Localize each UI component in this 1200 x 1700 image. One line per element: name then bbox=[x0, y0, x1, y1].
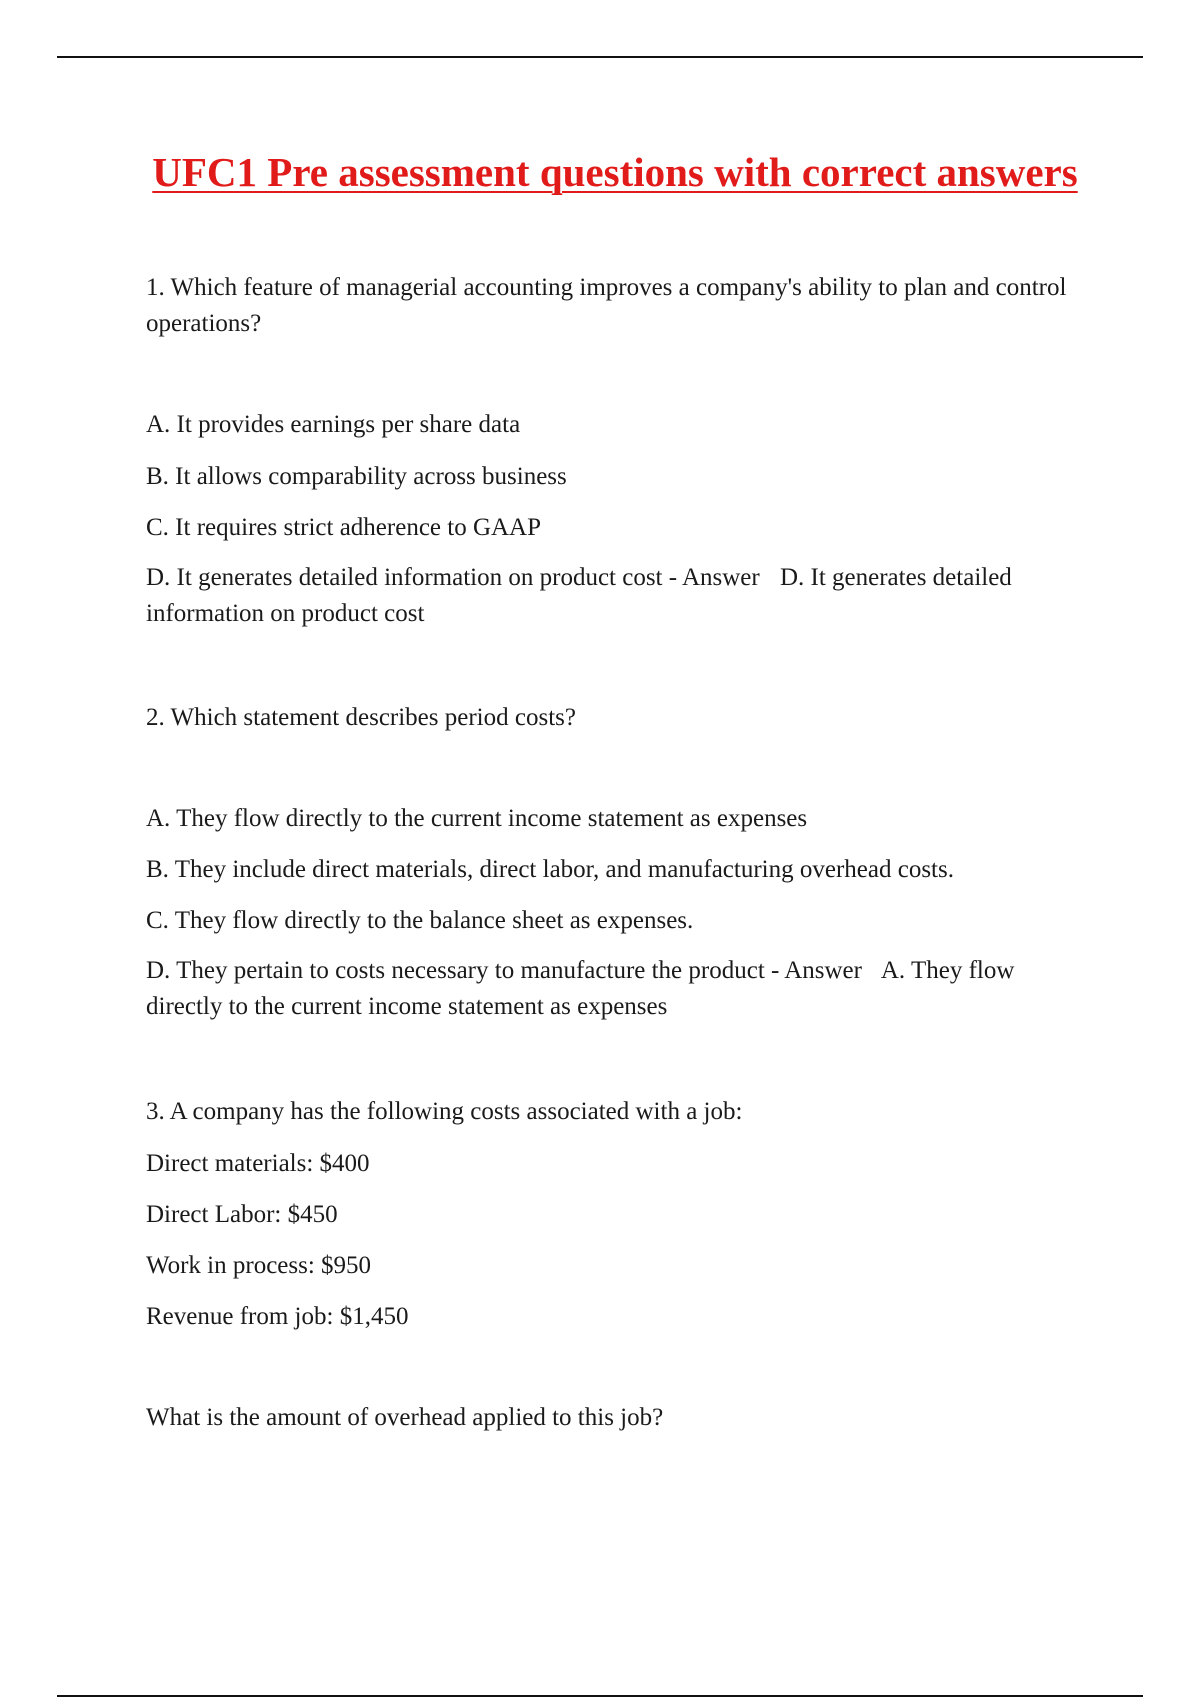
question-2-option-a: A. They flow directly to the current income statement as expenses bbox=[146, 805, 808, 832]
question-3-followup: What is the amount of overhead applied to this job? bbox=[146, 1404, 664, 1431]
question-2-option-b: B. They include direct materials, direct labor, and manufacturing overhead costs. bbox=[146, 856, 954, 883]
question-1-option-d-with-answer bbox=[146, 560, 1086, 632]
question-2-prompt: 2. Which statement describes period costs? bbox=[146, 704, 576, 731]
question-1-option-b: B. It allows comparability across business bbox=[146, 463, 567, 490]
question-1-option-d: D. It generates detailed information on product cost - Answer bbox=[146, 564, 760, 591]
question-1-answer: D. It generates detailed information on product cost bbox=[146, 564, 1012, 627]
question-3-revenue: Revenue from job: $1,450 bbox=[146, 1303, 409, 1330]
question-1-option-a: A. It provides earnings per share data bbox=[146, 411, 521, 438]
header-rule bbox=[57, 56, 1143, 58]
question-2-option-d-with-answer bbox=[146, 953, 1086, 1025]
question-1-option-c: C. It requires strict adherence to GAAP bbox=[146, 514, 542, 541]
question-2-option-c: C. They flow directly to the balance sheet as expenses. bbox=[146, 907, 694, 934]
question-2-answer: A. They flow directly to the current income statement as expenses bbox=[146, 957, 1015, 1020]
question-3-work-in-process: Work in process: $950 bbox=[146, 1252, 372, 1279]
question-1-prompt: 1. Which feature of managerial accounting improves a company's ability to plan and control operations? bbox=[146, 274, 1067, 337]
question-2-option-d: D. They pertain to costs necessary to manufacture the product - Answer bbox=[146, 957, 862, 984]
question-3-direct-materials: Direct materials: $400 bbox=[146, 1150, 370, 1177]
footer-rule bbox=[57, 1695, 1143, 1697]
document-title: UFC1 Pre assessment questions with correct answers bbox=[152, 149, 1078, 195]
question-3-direct-labor: Direct Labor: $450 bbox=[146, 1201, 338, 1228]
question-3-prompt: 3. A company has the following costs associated with a job: bbox=[146, 1098, 743, 1125]
